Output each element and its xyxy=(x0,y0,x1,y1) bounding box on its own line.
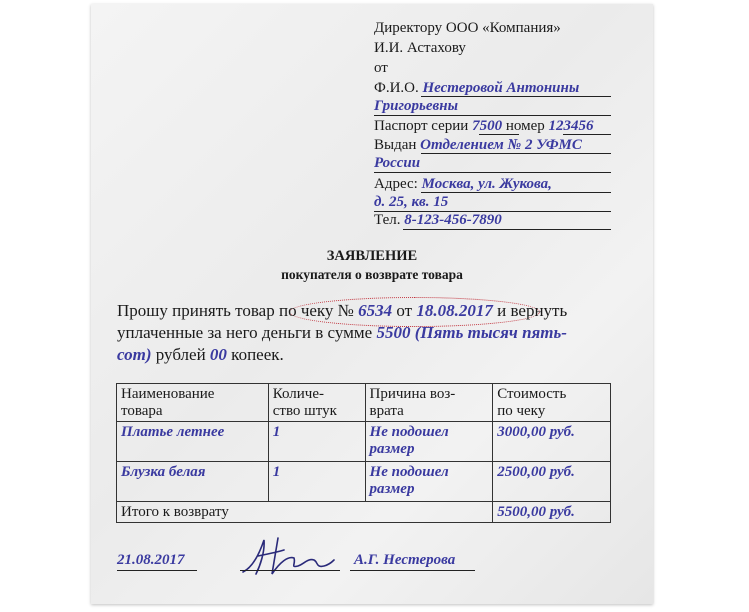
item-name-cell: Платье летнее xyxy=(117,422,269,462)
item-cost-cell: 2500,00 руб. xyxy=(493,462,611,502)
issued-value-1: Отделением № 2 УФМС xyxy=(420,137,582,153)
table-header-cell: Причина воз- врата xyxy=(365,384,493,422)
body-text-1c: и вернуть xyxy=(497,301,568,320)
receipt-date: 18.08.2017 xyxy=(416,301,493,320)
goods-table xyxy=(116,383,611,523)
sum-value-1: 5500 (Пять тысяч пять- xyxy=(376,323,567,342)
body-text-3b: копеек. xyxy=(231,345,284,364)
table-header-row xyxy=(117,384,611,422)
signer-underline xyxy=(350,570,475,571)
phone-field xyxy=(374,211,502,229)
fio-value-2: Григорьевны xyxy=(374,98,458,114)
address-value-1: Москва, ул. Жукова, xyxy=(421,176,552,192)
document-title: ЗАЯВЛЕНИЕ xyxy=(326,248,418,264)
passport-number-label: номер xyxy=(505,118,545,134)
signer-name: А.Г. Нестерова xyxy=(354,552,456,568)
phone-value: 8-123-456-7890 xyxy=(404,212,502,228)
address-label: Адрес: xyxy=(374,176,418,192)
table-header-cell: Количе- ство штук xyxy=(268,384,365,422)
date-underline xyxy=(117,570,197,571)
sum-value-2: сот) xyxy=(117,345,152,364)
addressee-line-2: И.И. Астахову xyxy=(374,40,466,56)
passport-label: Паспорт серии xyxy=(374,118,469,134)
item-qty-cell: 1 xyxy=(268,422,365,462)
phone-label: Тел. xyxy=(374,212,401,228)
table-row xyxy=(117,462,611,502)
kopecks-value: 00 xyxy=(209,345,227,364)
addressee-line-1: Директору ООО «Компания» xyxy=(374,20,561,36)
table-row xyxy=(117,422,611,462)
issued-value-2: России xyxy=(374,155,421,171)
fio-underline-2 xyxy=(374,115,611,116)
total-label-cell: Итого к возврату xyxy=(117,502,493,523)
body-text-3a: рублей xyxy=(155,345,206,364)
fio-value-1: Нестеровой Антонины xyxy=(422,80,580,96)
address-value-2: д. 25, кв. 15 xyxy=(374,194,449,210)
receipt-number: 6534 xyxy=(358,301,393,320)
body-text-1a: Прошу принять товар по чеку № xyxy=(117,301,354,320)
body-line-3 xyxy=(117,344,284,366)
table-header-cell: Наименование товара xyxy=(117,384,269,422)
address-underline-1 xyxy=(421,192,611,193)
item-qty-cell: 1 xyxy=(268,462,365,502)
fio-field xyxy=(374,79,579,97)
item-name-cell: Блузка белая xyxy=(117,462,269,502)
total-value-cell: 5500,00 руб. xyxy=(493,502,611,523)
table-header-cell: Стоимость по чеку xyxy=(493,384,611,422)
issued-field xyxy=(374,136,582,154)
body-line-2 xyxy=(117,322,567,344)
body-line-1 xyxy=(117,300,567,322)
item-cost-cell: 3000,00 руб. xyxy=(493,422,611,462)
passport-series-underline xyxy=(479,134,519,135)
passport-series: 7500 xyxy=(472,118,503,134)
table-total-row xyxy=(117,502,611,523)
body-text-2a: уплаченные за него деньги в сумме xyxy=(117,323,373,342)
phone-underline xyxy=(403,229,611,230)
address-field xyxy=(374,175,552,193)
passport-number: 123456 xyxy=(548,118,594,134)
from-label: от xyxy=(374,60,388,76)
issued-underline-1 xyxy=(421,153,611,154)
signature-scribble xyxy=(238,532,338,582)
issued-underline-2 xyxy=(374,172,611,173)
item-reason-cell: Не подошел размер xyxy=(365,422,493,462)
signature-underline xyxy=(240,570,340,571)
passport-number-underline xyxy=(563,134,611,135)
document-subtitle: покупателя о возврате товара xyxy=(281,267,463,282)
passport-field xyxy=(374,117,594,135)
body-text-1b: от xyxy=(396,301,413,320)
fio-label: Ф.И.О. xyxy=(374,80,419,96)
application-date: 21.08.2017 xyxy=(117,552,185,568)
issued-label: Выдан xyxy=(374,137,417,153)
item-reason-cell: Не подошел размер xyxy=(365,462,493,502)
